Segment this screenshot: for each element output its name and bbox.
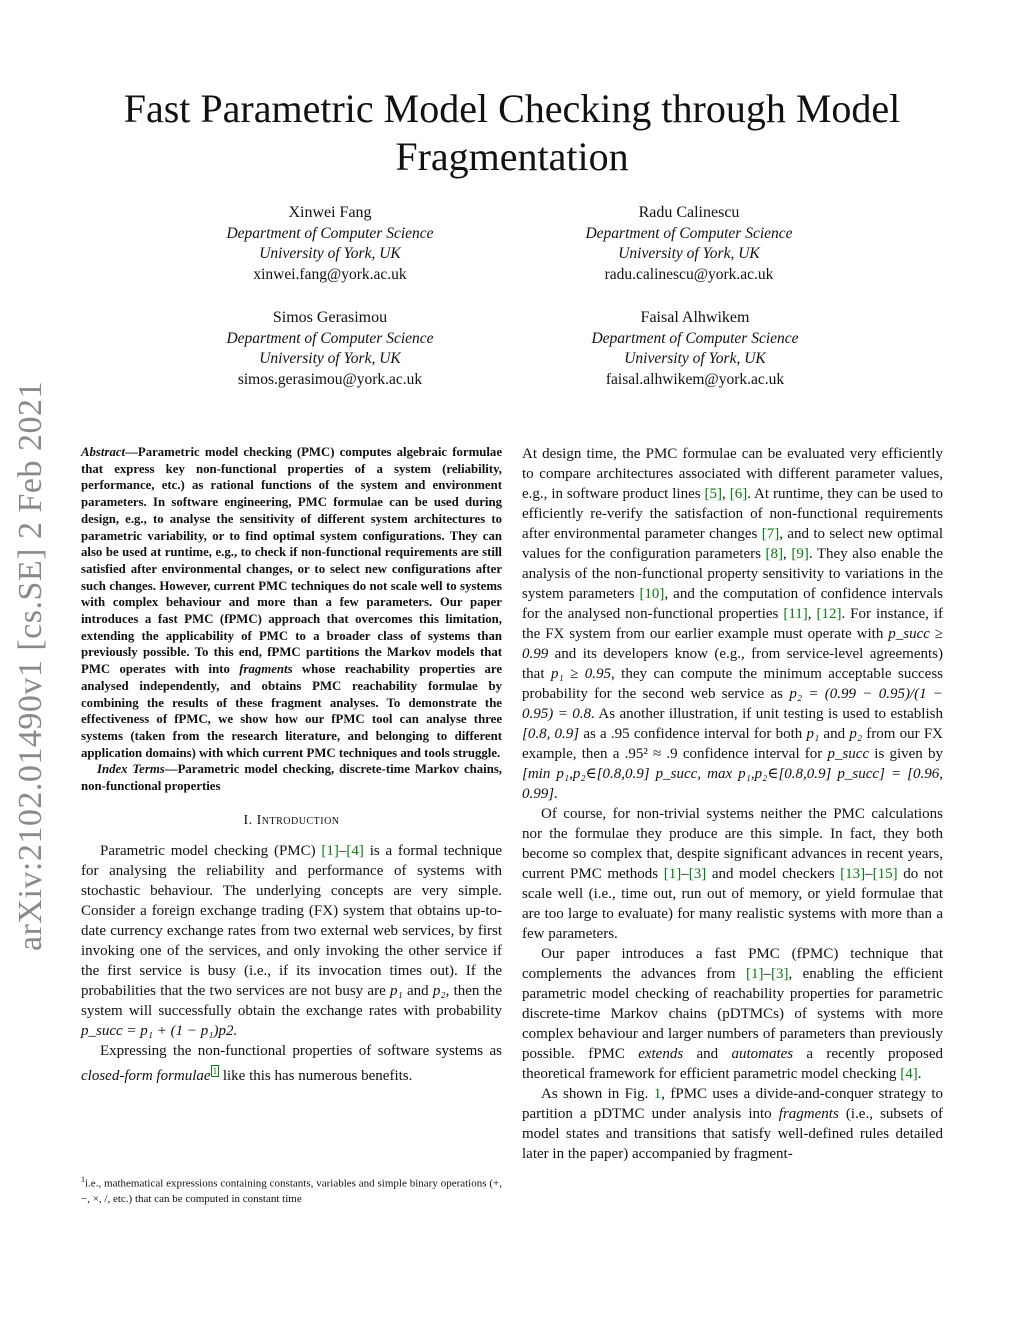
text: ,	[807, 606, 817, 622]
text: . At runtime, they can be used to efficiently re-verify the satisfaction of non-functional requirements after environmental parameter changes	[522, 486, 943, 542]
right-paragraph-3	[522, 944, 943, 1084]
math-inline: p₂	[849, 726, 863, 742]
text: do not scale well (i.e., time out, run out of memory, or yield formulae that are too large to evaluate) for many realistic systems with more than a few parameters.	[522, 866, 943, 942]
author-name: Radu Calinescu	[638, 204, 740, 221]
author-email[interactable]: faisal.alhwikem@york.ac.uk	[605, 370, 785, 388]
text: is given by	[869, 746, 943, 762]
index-terms-text: —Parametric model checking, discrete-time Markov chains, non-functional properties	[81, 762, 502, 794]
emphasis: closed-form formulae	[81, 1067, 211, 1084]
footnote	[81, 1172, 502, 1207]
right-paragraph-2	[522, 804, 943, 944]
math-inline: p_succ = p₁ + (1 − p₁)p2.	[81, 1022, 238, 1039]
citation-link[interactable]: [4]	[900, 1066, 918, 1082]
abstract-text: —Parametric model checking (PMC) computes algebraic formulae that express key non-functional properties of a system (reliability, performance, etc.) as rational functions of the system and environment parameters. In software engineering, PMC formulae can be used during design, e.g., to analyse the sensitivity of different system architectures to parametric variability, or to find optimal system configurations. They can also be used at runtime, e.g., to check if non-functional requirements are still satisfied after environmental changes, or to select new configurations after such changes. However, current PMC techniques do not scale well to systems with complex behaviour and more than a few parameters. Our paper introduces a fast PMC (fPMC) approach that overcomes this limitation, extending the applicability of PMC to a broader class of systems than previously possible. To this end, fPMC partitions the Markov models that PMC operates with into	[81, 445, 502, 677]
citation-link[interactable]: [8]	[765, 546, 784, 562]
text: , enabling the efficient parametric model checking of reachability properties for parametric discrete-time Markov chains (pDTMCs) of systems with more complex behaviour and larger numbers of parameters than previously possible. fPMC	[522, 966, 944, 1062]
text: –	[763, 966, 771, 982]
text: . As another illustration, if unit testing is used to establish	[591, 706, 943, 722]
text: Expressing the non-functional properties of software systems as	[100, 1042, 502, 1059]
math-inline: [0.8, 0.9]	[522, 726, 580, 742]
citation-link[interactable]: [1]	[321, 842, 339, 859]
right-paragraph-1	[522, 444, 943, 804]
emphasis: automates	[731, 1046, 794, 1062]
text: as a .95 confidence interval for both	[579, 726, 807, 742]
author-name: Xinwei Fang	[288, 204, 372, 221]
text: At design time, the PMC formulae can be evaluated very efficiently to compare architectures associated with different parameter values, e.g., in software product lines	[522, 446, 943, 502]
intro-paragraph-1	[81, 841, 502, 1041]
math-inline: p₂ = (0.99 − 0.95)/(1 − 0.95) = 0.8	[522, 686, 944, 722]
author-block-3	[180, 308, 480, 390]
text: –	[865, 866, 873, 882]
citation-link[interactable]: [1]	[663, 866, 682, 882]
text: like this has numerous benefits.	[219, 1067, 413, 1084]
citation-link[interactable]: [4]	[346, 842, 364, 859]
math-inline: p₁	[806, 726, 820, 742]
text: , they can compute the minimum acceptable success probability for the second web service as	[522, 666, 943, 702]
text: . They also enable the analysis of the non-functional property sensitivity to variations in the system parameters	[522, 546, 943, 602]
text: and	[402, 982, 433, 999]
author-email[interactable]: simos.gerasimou@york.ac.uk	[237, 370, 423, 388]
footnote-text: i.e., mathematical expressions containing constants, variables and simple binary operations (+, −, ×, /, etc.) that can be computed in constant time	[81, 1177, 502, 1205]
math-inline: p₁ ≥ 0.95	[550, 666, 611, 682]
citation-link[interactable]: [10]	[639, 586, 665, 602]
intro-paragraph-2	[81, 1041, 502, 1086]
index-terms-lead: Index Terms	[97, 762, 165, 777]
abstract-lead: Abstract	[81, 445, 126, 459]
author-email[interactable]: radu.calinescu@york.ac.uk	[604, 265, 774, 283]
citation-link[interactable]: [3]	[770, 966, 789, 982]
author-dept: Department of Computer Science	[226, 329, 434, 347]
text: Our paper introduces a fast PMC (fPMC) technique that complements the advances from	[522, 946, 943, 982]
abstract	[81, 444, 502, 761]
author-univ: University of York, UK	[618, 245, 760, 262]
citation-link[interactable]: [7]	[761, 526, 780, 542]
author-name: Simos Gerasimou	[272, 309, 388, 326]
abstract-text-2: whose reachability properties are analysed independently, and obtains PMC reachability formulae by combining the results of these fragment analyses. To demonstrate the effectiveness of fPMC, we show how our fPMC tool can analyse three systems (taken from the research literature, and belonging to different application domains) with which current PMC techniques and tools struggle.	[81, 662, 503, 760]
text: ,	[722, 486, 730, 502]
author-block-4	[545, 308, 845, 390]
text: , fPMC uses a divide-and-conquer strategy to partition a pDTMC under analysis into	[522, 1086, 943, 1122]
text: As shown in Fig.	[541, 1086, 654, 1102]
citation-link[interactable]: [15]	[872, 866, 898, 882]
citation-link[interactable]: [12]	[816, 606, 842, 622]
text: (i.e., subsets of model states and transitions that satisfy well-defined rules detailed later in the paper) accompanied by fragment-	[522, 1106, 944, 1162]
author-univ: University of York, UK	[259, 350, 401, 367]
emphasis: extends	[638, 1046, 684, 1062]
text: and	[819, 726, 850, 742]
author-dept: Department of Computer Science	[591, 329, 799, 347]
citation-link[interactable]: [13]	[840, 866, 866, 882]
author-univ: University of York, UK	[624, 350, 766, 367]
text: is a formal technique for analysing the reliability and performance of systems with stochastic behaviour. The underlying concepts are very simple. Consider a foreign exchange trading (FX) system that obtains up-to-date currency exchange rates from two external web services, by first invoking one of the services, and only invoking the other service if the first service is busy (i.e., if its invocation times out). If the probabilities that the two services are not busy are	[81, 842, 502, 999]
citation-link[interactable]: [1]	[745, 966, 764, 982]
right-column	[522, 444, 943, 1164]
index-terms	[81, 761, 502, 794]
author-email[interactable]: xinwei.fang@york.ac.uk	[253, 265, 407, 283]
figure-link[interactable]: 1	[653, 1086, 662, 1102]
text: ,	[783, 546, 792, 562]
arxiv-sidebar	[8, 372, 56, 960]
emphasis: fragments	[778, 1106, 839, 1122]
text: , then the system will successfully obtain the exchange rates with probability	[81, 982, 502, 1019]
text: . For instance, if the FX system from our earlier example must operate with	[522, 606, 943, 642]
math-inline: p_succ	[827, 746, 870, 762]
text: –	[338, 842, 347, 859]
text: , and the computation of confidence intervals for the analysed non-functional properties	[522, 586, 943, 622]
citation-link[interactable]: [3]	[688, 866, 707, 882]
author-name: Faisal Alhwikem	[640, 309, 750, 326]
author-block-1	[180, 203, 480, 285]
math-inline: p₁	[389, 982, 403, 999]
math-inline: p₂	[432, 982, 446, 999]
right-paragraph-4	[522, 1084, 943, 1164]
section-heading-introduction: I. Introduction	[243, 812, 340, 828]
text: from our FX example, then a .95² ≈ .9 confidence interval for	[522, 726, 943, 762]
footnote-mark: 1	[81, 1175, 85, 1184]
author-dept: Department of Computer Science	[585, 224, 793, 242]
text: and its developers know (e.g., from service-level agreements) that	[522, 646, 943, 682]
abstract-fragments: fragments	[239, 662, 293, 677]
citation-link[interactable]: [5]	[704, 486, 723, 502]
arxiv-identifier: arXiv:2102.01490v1 [cs.SE] 2 Feb 2021	[12, 381, 49, 952]
text: –	[681, 866, 689, 882]
text: and	[683, 1046, 732, 1062]
author-dept: Department of Computer Science	[226, 224, 434, 242]
author-block-2	[539, 203, 839, 285]
text: a recently proposed theoretical framework for efficient parametric model checking	[522, 1046, 943, 1082]
author-univ: University of York, UK	[259, 245, 401, 262]
footnote-link[interactable]: 1	[212, 1065, 218, 1076]
text: Of course, for non-trivial systems neither the PMC calculations nor the formulae they produce are this simple. In fact, they both become so complex that, despite significant advances in recent years, current PMC methods	[522, 806, 943, 882]
citation-link[interactable]: [11]	[783, 606, 808, 622]
math-inline: p_succ ≥ 0.99	[522, 626, 944, 662]
math-inline: [min p₁,p₂∈[0.8,0.9] p_succ, max p₁,p₂∈[0.8,0.9] p_succ] = [0.96, 0.99].	[522, 766, 943, 802]
paper-title: Fast Parametric Model Checking through Model Fragmentation	[123, 86, 901, 179]
text: , and to select new optimal values for the configuration parameters	[522, 526, 943, 562]
citation-link[interactable]: [9]	[791, 546, 809, 562]
left-column	[81, 444, 502, 1086]
text: and model checkers	[706, 866, 841, 882]
citation-link[interactable]: [6]	[729, 486, 748, 502]
text: .	[917, 1066, 922, 1082]
text: Parametric model checking (PMC)	[100, 842, 322, 859]
